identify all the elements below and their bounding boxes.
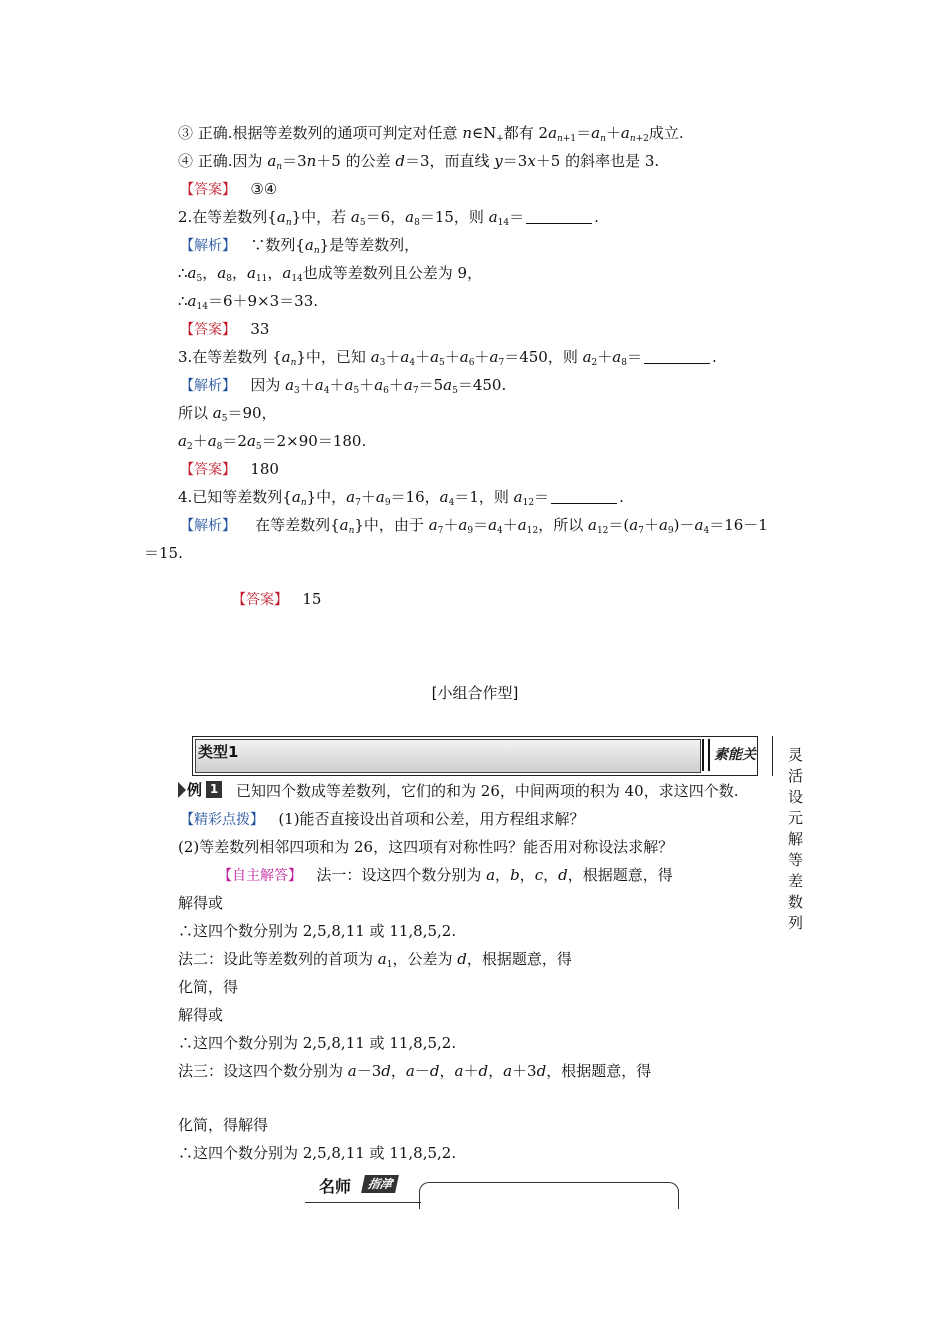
analysis-tag: 【解析】: [180, 238, 236, 254]
example-badge: 例 1: [178, 780, 226, 800]
analysis-line: 【解析】 在等差数列$\{a_n\}$中，由于 $a_7+a_9=a_4+a_{12}$，所以 $a_{12}=(a_7+a_9)-a_4=16-1$: [180, 516, 768, 536]
question-2: 2.在等差数列$\{a_n\}$中，若 $a_5=6$，$a_8=15$，则 $a_{14}=$ .: [178, 208, 599, 228]
question-3: 3.在等差数列 $\{a_n\}$中，已知 $a_3+a_4+a_5+a_6+a_7=450$，则 $a_2+a_8=$ .: [178, 348, 717, 368]
text-line: ④ 正确.因为 $a_n=3n+5$ 的公差 d＝3，而直线 y＝3x＋5 的斜率也是 3.: [178, 152, 660, 172]
self-solve-line: 【自主解答】 法一：设这四个数分别为 a，b，c，d，根据题意，得: [218, 866, 673, 884]
tips-label-badge: 指津: [361, 1175, 399, 1193]
answer-tag: 【答案】: [180, 182, 236, 198]
answer-line: 【答案】 33: [180, 320, 270, 338]
text-line: 法二：设此等差数列的首项为 $a_1$，公差为 d，根据题意，得: [178, 950, 572, 970]
example-question: 例 1 已知四个数成等差数列，它们的和为 26，中间两项的积为 40，求这四个数.: [178, 780, 738, 802]
text-line: 解得或: [178, 1006, 224, 1024]
quality-label: 素能关: [714, 747, 756, 763]
answer-blank: [644, 349, 710, 364]
analysis-line: 【解析】 ∵数列$\{a_n\}$是等差数列，: [180, 236, 420, 256]
analysis-line: 【解析】 因为 $a_3+a_4+a_5+a_6+a_7=5a_5=450$.: [180, 376, 507, 396]
question-4: 4.已知等差数列$\{a_n\}$中，$a_7+a_9=16$，$a_4=1$，则 $a_{12}=$ .: [178, 488, 624, 508]
text-line: 法三：设这四个数分别为 a－3d，a－d，a＋d，a＋3d，根据题意，得: [178, 1062, 652, 1080]
text-line: ∴这四个数分别为 2,5,8,11 或 11,8,5,2.: [178, 1034, 457, 1052]
tips-frame: [419, 1182, 679, 1209]
answer-line: 【答案】 ③④: [180, 180, 278, 198]
section-title: [小组合作型]: [431, 684, 519, 702]
text-line: ＝15.: [144, 544, 183, 562]
text-line: 所以 $a_5=90$，: [178, 404, 277, 424]
text-line: 解得或: [178, 894, 224, 912]
answer-tag: 【答案】: [232, 592, 288, 608]
answer-blank: [551, 489, 617, 504]
tips-label: 名师: [319, 1177, 352, 1196]
banner-topic: 灵活设元解等差数列: [788, 746, 804, 932]
teacher-tips-box: [305, 1168, 680, 1208]
text-line: 化简，得: [178, 978, 239, 996]
analysis-tag: 【解析】: [180, 378, 236, 394]
banner-bars: [702, 739, 710, 771]
answer-line: 【答案】 180: [180, 460, 279, 478]
text-line: $\therefore a_5$，$a_8$，$a_{11}$，$a_{14}$也成等差数列且公差为 9，: [178, 264, 483, 284]
self-solve-tag: 【自主解答】: [218, 868, 302, 884]
text-line: 化简，得解得: [178, 1116, 269, 1134]
answer-tag: 【答案】: [180, 462, 236, 478]
text-line: ∴这四个数分别为 2,5,8,11 或 11,8,5,2.: [178, 1144, 457, 1162]
analysis-tag: 【解析】: [180, 518, 236, 534]
text-line: (2)等差数列相邻四项和为 26，这四项有对称性吗？能否用对称设法求解？: [178, 838, 674, 856]
tips-underline: [305, 1202, 421, 1203]
text-line: ③ 正确.根据等差数列的通项可判定对任意 $n\in N_+$都有 $2a_{n+1}=a_n+a_{n+2}$成立.: [178, 124, 684, 144]
type-label: 类型1: [198, 743, 239, 761]
text-line: ∴这四个数分别为 2,5,8,11 或 11,8,5,2.: [178, 922, 457, 940]
banner-gradient: [195, 739, 701, 773]
answer-blank: [526, 209, 592, 224]
answer-line: 【答案】 15: [232, 590, 322, 608]
triangle-icon: [178, 782, 186, 798]
text-line: $\therefore a_{14}=6+9\times 3=33$.: [178, 292, 319, 312]
tip-tag: 【精彩点拨】: [180, 812, 264, 828]
tip-line: 【精彩点拨】 (1)能否直接设出首项和公差，用方程组求解？: [180, 810, 585, 828]
text-line: $a_2+a_8=2a_5=2\times 90=180$.: [178, 432, 367, 452]
answer-tag: 【答案】: [180, 322, 236, 338]
banner-divider: [772, 736, 773, 776]
